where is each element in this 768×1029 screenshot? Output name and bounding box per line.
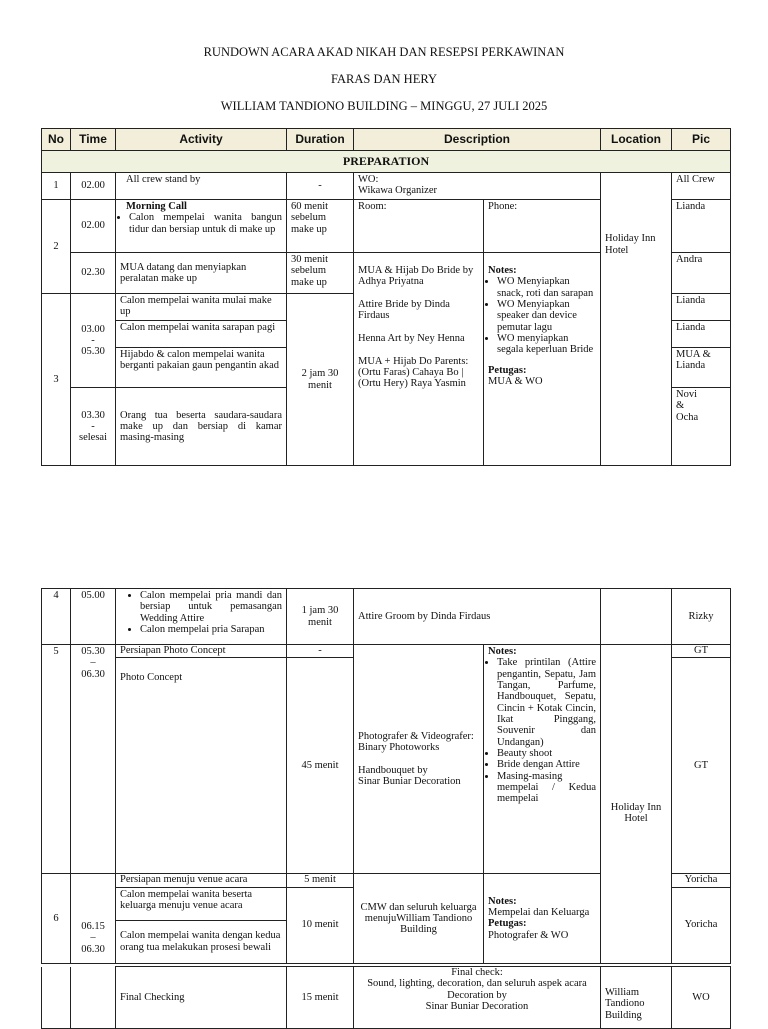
row-time: 03.00 - 05.30 [71, 294, 116, 388]
notes-title: Notes: [488, 265, 517, 276]
row-duration: 2 jam 30 menit [287, 294, 354, 466]
row-location [601, 589, 672, 645]
photo-notes [484, 645, 601, 874]
row-description: WO: Wikawa Organizer [354, 173, 601, 200]
row-description: Attire Groom by Dinda Firdaus [354, 589, 601, 645]
room-field: Room: [354, 200, 484, 253]
row-duration: - [287, 173, 354, 200]
row-duration: 5 menit [287, 874, 354, 887]
row-time: 05.30 – 06.30 [71, 645, 116, 874]
row-duration: 10 menit [287, 887, 354, 963]
col-activity: Activity [116, 129, 287, 151]
row-duration: 45 menit [287, 658, 354, 874]
row-activity: Final Checking [116, 967, 287, 1029]
row-description: Final check: Sound, lighting, decoration, dan seluruh aspek acara Decoration by Sinar Buniar Decoration [354, 967, 601, 1029]
note-item: • Take printilan (Attire pengantin, Sepatu, Jam Tangan, Parfume, Handbouquet, Sepatu, Cincin + Kotak Cincin, Ikat Pinggang, Souvenir dan Undangan) [497, 657, 596, 748]
row-duration: 30 menit sebelum make up [287, 253, 354, 294]
col-no: No [42, 129, 71, 151]
row-duration: - [287, 645, 354, 658]
row-activity [116, 200, 287, 253]
venue-date: WILLIAM TANDIONO BUILDING – MINGGU, 27 JULI 2025 [220, 99, 548, 113]
note-item: • Bride dengan Attire [497, 759, 596, 770]
row-location: Holiday Inn Hotel [601, 173, 672, 466]
row-activity: Orang tua beserta saudara-saudara make up dan bersiap di kamar masing-masing [116, 388, 287, 466]
col-duration: Duration [287, 129, 354, 151]
row-time: 06.15 – 06.30 [71, 874, 116, 963]
notes-title: Notes: [488, 895, 517, 907]
note-item: • Beauty shoot [497, 748, 596, 759]
row-activity: Calon mempelai wanita beserta keluarga menuju venue acara [116, 887, 287, 920]
row-activity: Persiapan Photo Concept [116, 645, 287, 658]
phone-field: Phone: [484, 200, 601, 253]
row-pic: Yoricha [672, 874, 731, 887]
row-pic: GT [672, 658, 731, 874]
row-activity: MUA datang dan menyiapkan peralatan make up [116, 253, 287, 294]
row-activity: Photo Concept [116, 658, 287, 874]
preparation-notes [484, 253, 601, 466]
row-activity: Persiapan menuju venue acara [116, 874, 287, 887]
activity-item: • Calon mempelai wanita bangun tidur dan bersiap untuk di make up [129, 212, 282, 235]
notes-title: Notes: [488, 646, 517, 657]
rundown-table-continued [41, 588, 731, 964]
petugas-title: Petugas: [488, 918, 527, 930]
row-pic: Andra [672, 253, 731, 294]
note-item: • WO Menyiapkan speaker dan device pemutar lagu [497, 299, 596, 333]
row-number: 2 [42, 200, 71, 294]
row-pic: Lianda [672, 321, 731, 348]
row-activity: Calon mempelai wanita dengan kedua orang tua melakukan prosesi bewali [116, 920, 287, 963]
row-number: 4 [42, 589, 71, 645]
row-time: 03.30 - selesai [71, 388, 116, 466]
row-duration: 1 jam 30 menit [287, 589, 354, 645]
row-pic: Yoricha [672, 887, 731, 963]
row-pic: WO [672, 967, 731, 1029]
rundown-table-preparation [41, 128, 731, 466]
col-time: Time [71, 129, 116, 151]
couple-names: FARAS DAN HERY [330, 72, 438, 86]
row-activity: All crew stand by [116, 173, 287, 200]
note-item: • WO Menyiapkan snack, roti dan sarapan [497, 276, 596, 299]
section-preparation: PREPARATION [42, 151, 731, 173]
col-description: Description [354, 129, 601, 151]
row-activity [116, 589, 287, 645]
activity-item: • Calon mempelai pria mandi dan bersiap untuk pemasangan Wedding Attire [140, 590, 282, 624]
row-description: Photografer & Videografer: Binary Photoworks Handbouquet by Sinar Buniar Decoration [354, 645, 484, 874]
document-title: RUNDOWN ACARA AKAD NIKAH DAN RESEPSI PERKAWINAN [203, 45, 565, 59]
petugas-title: Petugas: [488, 364, 527, 376]
row-time [71, 967, 116, 1029]
row-number: 1 [42, 173, 71, 200]
row-time: 02.00 [71, 173, 116, 200]
petugas-value: Photografer & WO [488, 929, 569, 941]
row-location: William Tandiono Building [601, 967, 672, 1029]
row-activity: Calon mempelai wanita mulai make up [116, 294, 287, 321]
note-item: • Masing-masing mempelai / Kedua mempelai [497, 771, 596, 805]
travel-notes [484, 874, 601, 963]
row-activity: Hijabdo & calon mempelai wanita berganti pakaian gaun pengantin akad [116, 348, 287, 388]
row-number: 5 [42, 645, 71, 874]
row-pic: Novi & Ocha [672, 388, 731, 466]
petugas-value: MUA & WO [488, 375, 543, 387]
col-location: Location [601, 129, 672, 151]
rundown-table-final-check [41, 966, 731, 1029]
note-item: • WO menyiapkan segala keperluan Bride [497, 333, 596, 356]
row-pic: Rizky [672, 589, 731, 645]
row-pic: GT [672, 645, 731, 658]
row-pic: MUA & Lianda [672, 348, 731, 388]
row-pic: All Crew [672, 173, 731, 200]
row-duration: 60 menit sebelum make up [287, 200, 354, 253]
row-time: 02.00 [71, 200, 116, 253]
morning-call-title: Morning Call [126, 201, 187, 212]
vendor-list: MUA & Hijab Do Bride by Adhya Priyatna Attire Bride by Dinda Firdaus Henna Art by Ney Henna MUA + Hijab Do Parents: (Ortu Faras) Cahaya Bo | (Ortu Hery) Raya Yasmin [354, 253, 484, 466]
row-pic: Lianda [672, 200, 731, 253]
col-pic: Pic [672, 129, 731, 151]
row-time: 05.00 [71, 589, 116, 645]
row-time: 02.30 [71, 253, 116, 294]
row-number: 3 [42, 294, 71, 466]
row-description: CMW dan seluruh keluarga menujuWilliam Tandiono Building [354, 874, 484, 963]
activity-item: • Calon mempelai pria Sarapan [140, 624, 282, 635]
notes-value: Mempelai dan Keluarga [488, 907, 590, 919]
row-pic: Lianda [672, 294, 731, 321]
row-number: 6 [42, 874, 71, 963]
row-duration: 15 menit [287, 967, 354, 1029]
row-activity: Calon mempelai wanita sarapan pagi [116, 321, 287, 348]
row-location: Holiday Inn Hotel [601, 645, 672, 964]
row-number [42, 967, 71, 1029]
